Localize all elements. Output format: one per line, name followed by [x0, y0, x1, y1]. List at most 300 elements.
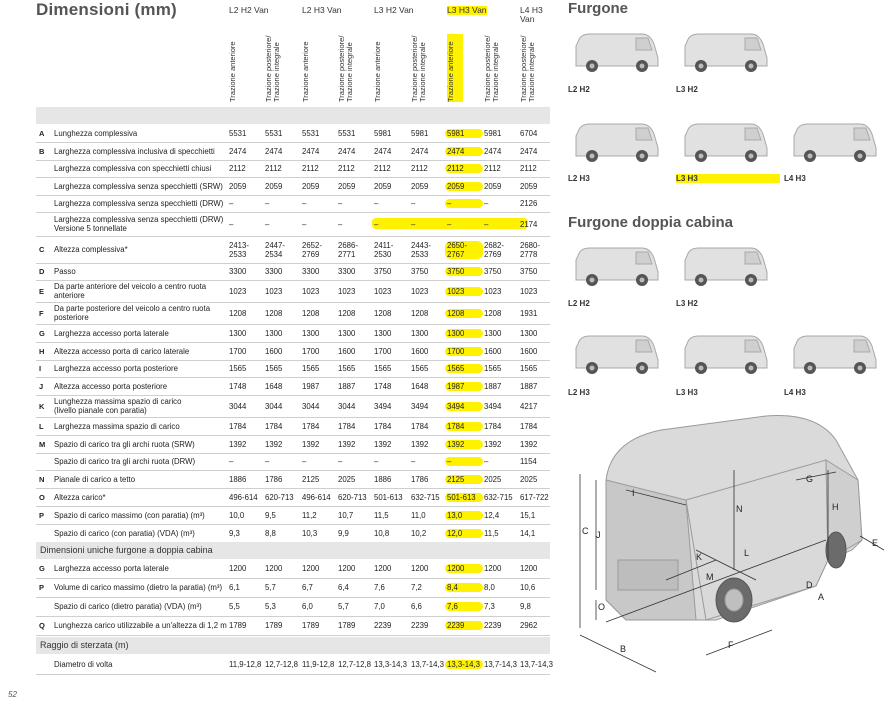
table-cell: 2059 [302, 181, 320, 191]
table-row [36, 578, 550, 598]
table-cell: 1565 [229, 364, 247, 373]
table-cell: 6704 [520, 128, 538, 138]
table-cell: 10,8 [374, 528, 390, 538]
table-cell: 2682- 2769 [484, 240, 504, 259]
table-cell: 1392 [374, 439, 392, 449]
table-cell: 1565 [302, 364, 320, 373]
table-cell: 8,8 [265, 528, 276, 538]
dimension-letter: A [818, 592, 825, 602]
column-group-header: L3 H3 Van [447, 5, 487, 15]
table-cell: 496-614 [229, 492, 258, 502]
table-cell: 3494 [374, 401, 392, 411]
van-thumbnail [572, 242, 662, 288]
table-row [36, 417, 550, 436]
column-group-header: L2 H2 Van [229, 5, 269, 15]
table-cell: 2112 [265, 164, 282, 173]
table-cell: 2059 [484, 181, 502, 191]
page-number: 52 [8, 690, 17, 699]
table-cell: 12,0 [445, 529, 483, 538]
section-header-turning [36, 637, 550, 654]
table-cell: 10,2 [411, 528, 427, 538]
doppia-cabina-title: Furgone doppia cabina [568, 214, 734, 231]
table-cell: 10,7 [338, 510, 354, 520]
dimension-letter: C [582, 526, 589, 536]
van-variant-label: L3 H3 [676, 388, 698, 397]
table-cell: 2239 [374, 621, 392, 630]
row-letter: M [39, 439, 46, 449]
table-cell: – [229, 199, 234, 208]
table-cell: 12,4 [484, 510, 500, 520]
table-cell: 1600 [265, 346, 283, 356]
table-row [36, 160, 550, 178]
table-cell: – [374, 219, 379, 229]
table-cell: 2447- 2534 [265, 240, 285, 259]
table-cell: 1300 [484, 328, 502, 338]
section-title: Dimensioni uniche furgone a doppia cabina [40, 545, 213, 555]
table-cell: 12,7-12,8 [265, 659, 298, 669]
table-row [36, 506, 550, 525]
table-cell: 1200 [445, 564, 483, 573]
van-variant-label: L2 H2 [568, 85, 590, 94]
table-cell: 1565 [445, 364, 483, 373]
table-cell: 1748 [229, 381, 247, 391]
table-cell: 2474 [520, 146, 538, 156]
table-cell: 13,3-14,3 [374, 659, 407, 669]
table-cell: 1748 [374, 381, 392, 391]
van-variant-label: L3 H3 [676, 174, 780, 183]
table-row [36, 377, 550, 396]
table-row [36, 124, 550, 143]
table-cell: 1023 [520, 286, 538, 296]
van-thumbnail [790, 330, 880, 376]
row-label: Larghezza accesso porta posteriore [54, 364, 178, 373]
row-letter: F [39, 308, 44, 318]
table-cell: 3494 [445, 402, 483, 411]
table-cell: 1392 [520, 439, 538, 449]
table-cell: 13,7-14,3 [411, 659, 444, 669]
table-cell: 13,0 [445, 511, 483, 520]
column-subheader: Trazione anteriore [447, 34, 463, 102]
row-label: Da parte posteriore del veicolo a centro ruota posteriore [54, 304, 211, 322]
table-cell: 1300 [229, 328, 247, 338]
table-cell: 1200 [229, 564, 247, 573]
table-cell: 1300 [265, 328, 283, 338]
table-cell: 1023 [265, 286, 283, 296]
table-cell: – [229, 219, 234, 229]
dimension-letter: O [598, 602, 606, 612]
van-variant-label: L3 H2 [676, 299, 698, 308]
table-cell: – [338, 219, 343, 229]
table-cell: 2059 [265, 181, 283, 191]
row-letter: J [39, 381, 44, 391]
table-cell: 1987 [445, 382, 483, 391]
table-cell: 2474 [338, 146, 356, 156]
table-row [36, 488, 550, 507]
table-cell: 5,7 [265, 583, 276, 592]
table-cell: – [338, 457, 343, 466]
table-cell: – [265, 457, 270, 466]
section-header-double-cab [36, 542, 550, 559]
table-cell: 1392 [338, 439, 356, 449]
table-cell: 1392 [302, 439, 320, 449]
table-cell: 1700 [302, 346, 320, 356]
table-cell: 2443- 2533 [411, 240, 431, 259]
table-cell: 1887 [520, 381, 538, 391]
table-row [36, 195, 550, 213]
table-cell: 1208 [445, 309, 483, 318]
table-row [36, 524, 550, 543]
table-cell: 7,2 [411, 583, 422, 592]
table-cell: 11,5 [374, 510, 389, 520]
table-cell: 1023 [374, 286, 392, 296]
table-row [36, 177, 550, 196]
row-label: Larghezza complessiva con specchietti chiusi [54, 164, 212, 173]
table-cell: 3750 [411, 267, 429, 276]
table-cell: 2112 [445, 164, 483, 173]
table-cell: 2413- 2533 [229, 240, 249, 259]
row-label: Spazio di carico massimo (con paratia) (m³) [54, 510, 205, 520]
van-thumbnail [681, 242, 771, 288]
table-cell: 1392 [229, 439, 247, 449]
row-label: Spazio di carico (con paratia) (VDA) (m³) [54, 528, 195, 538]
table-cell: 1208 [374, 308, 392, 318]
table-row [36, 360, 550, 378]
table-cell: 1887 [338, 381, 356, 391]
table-row [36, 395, 550, 418]
table-cell: 2059 [229, 181, 247, 191]
table-cell: – [302, 457, 307, 466]
table-cell: 2112 [374, 164, 391, 173]
table-cell: 1023 [229, 286, 247, 296]
table-cell: 3750 [484, 267, 502, 276]
row-letter: Q [39, 621, 45, 630]
row-label: Spazio di carico tra gli archi ruota (SRW) [54, 439, 195, 449]
table-cell: 3494 [484, 401, 502, 411]
table-cell: – [445, 220, 483, 229]
van-variant-label: L2 H3 [568, 174, 590, 183]
table-cell: 1300 [338, 328, 356, 338]
table-cell: – [411, 457, 416, 466]
table-cell: 2025 [484, 474, 502, 484]
row-letter: C [39, 245, 45, 254]
table-row [36, 142, 550, 161]
van-thumbnail [681, 330, 771, 376]
table-cell: 1200 [411, 564, 429, 573]
table-cell: 2112 [302, 164, 319, 173]
column-subheader: Trazione posteriore/ Trazione integrale [337, 35, 354, 102]
table-cell: 6,1 [229, 583, 240, 592]
table-cell: 1786 [265, 474, 283, 484]
table-row [36, 280, 550, 303]
row-label: Larghezza complessiva inclusiva di specchietti [54, 146, 215, 156]
table-row [36, 324, 550, 343]
table-cell: 2474 [265, 146, 283, 156]
column-subheader: Trazione posteriore/ Trazione integrale [519, 35, 536, 102]
table-cell: 1208 [265, 308, 283, 318]
table-cell: 1200 [265, 564, 283, 573]
table-cell: 3494 [411, 401, 429, 411]
table-cell: 2059 [338, 181, 356, 191]
table-cell: 9,5 [265, 510, 276, 520]
table-row [36, 470, 550, 489]
column-subheader: Trazione posteriore/ Trazione integrale [483, 35, 500, 102]
table-cell: 1565 [374, 364, 392, 373]
table-cell: 1886 [374, 474, 392, 484]
table-cell: 3300 [302, 267, 320, 276]
table-cell: 1987 [302, 381, 320, 391]
table-cell: 1700 [374, 346, 392, 356]
table-cell: 2239 [411, 621, 429, 630]
table-cell: 3750 [374, 267, 392, 276]
table-cell: – [484, 457, 489, 466]
row-label: Altezza accesso porta posteriore [54, 381, 168, 391]
van-variant-label: L4 H3 [784, 174, 806, 183]
van-variant-label: L3 H2 [676, 85, 698, 94]
dimension-letter: B [620, 644, 627, 654]
table-cell: 2474 [229, 146, 247, 156]
row-letter: P [39, 510, 45, 520]
table-cell: 15,1 [520, 510, 536, 520]
row-label: Lunghezza carico utilizzabile a un'altezza di 1,2 m [54, 621, 227, 630]
table-cell: 1300 [374, 328, 392, 338]
table-cell: 1565 [338, 364, 356, 373]
table-cell: 1784 [229, 421, 247, 431]
row-label: Spazio di carico tra gli archi ruota (DRW) [54, 457, 196, 466]
row-letter: O [39, 492, 45, 502]
table-cell: 7,6 [374, 583, 385, 592]
table-cell: – [374, 457, 379, 466]
table-cell: 2474 [302, 146, 320, 156]
table-cell: 10,0 [229, 510, 245, 520]
table-cell: 1392 [411, 439, 429, 449]
table-row [36, 435, 550, 454]
table-cell: 11,0 [411, 510, 426, 520]
column-group-header: L2 H3 Van [302, 5, 342, 15]
table-cell: 2680- 2778 [520, 240, 540, 259]
row-letter: G [39, 328, 45, 338]
table-cell: 1200 [338, 564, 356, 573]
table-cell: 2059 [445, 182, 483, 191]
table-cell: 6,4 [338, 583, 349, 592]
table-cell: 2126 [520, 199, 538, 208]
table-row [36, 212, 550, 237]
table-cell: 496-614 [302, 492, 331, 502]
table-cell: 3300 [338, 267, 356, 276]
table-cell: 2112 [411, 164, 428, 173]
row-letter: B [39, 146, 45, 156]
table-cell: 1789 [265, 621, 283, 630]
table-cell: 11,5 [484, 528, 499, 538]
table-cell: 2174 [520, 219, 538, 229]
table-cell: 5531 [229, 128, 247, 138]
table-cell: 1648 [411, 381, 429, 391]
column-subheader: Trazione anteriore [373, 41, 382, 102]
table-cell: 1887 [484, 381, 502, 391]
row-label: Spazio di carico (dietro paratia) (VDA) (m³) [54, 602, 202, 611]
table-cell: 1700 [229, 346, 247, 356]
table-cell: 2474 [445, 147, 483, 156]
dimension-letter: H [832, 502, 839, 512]
table-cell: – [411, 199, 416, 208]
row-label: Lunghezza massima spazio di carico (livello pianale con paratia) [54, 397, 182, 415]
table-cell: – [445, 457, 483, 466]
table-cell: 1600 [411, 346, 429, 356]
column-subheader: Trazione anteriore [301, 41, 310, 102]
table-cell: 2474 [411, 146, 429, 156]
table-cell: 9,8 [520, 602, 531, 611]
table-cell: 1565 [484, 364, 502, 373]
table-cell: 1200 [484, 564, 502, 573]
van-variant-label: L2 H3 [568, 388, 590, 397]
table-cell: 1784 [338, 421, 356, 431]
table-cell: 1784 [520, 421, 538, 431]
table-cell: – [445, 199, 483, 208]
row-label: Passo [54, 267, 76, 276]
dimension-letter: N [736, 504, 743, 514]
table-cell: 1023 [338, 286, 356, 296]
table-cell: 2059 [374, 181, 392, 191]
table-cell: 1023 [484, 286, 502, 296]
table-cell: 1208 [411, 308, 429, 318]
table-cell: 1023 [411, 286, 429, 296]
row-label: Larghezza accesso porta laterale [54, 328, 169, 338]
table-cell: 1789 [338, 621, 356, 630]
table-cell: 8,0 [484, 583, 495, 592]
table-cell: 11,9-12,8 [302, 659, 335, 669]
table-cell: 1784 [445, 422, 483, 431]
table-cell: 1784 [484, 421, 502, 431]
row-label: Larghezza complessiva senza specchietti (DRW) [54, 199, 224, 208]
page-title: Dimensioni (mm) [36, 0, 177, 19]
table-cell: 7,3 [484, 602, 495, 611]
row-label: Pianale di carico a tetto [54, 474, 136, 484]
table-cell: 1786 [411, 474, 429, 484]
table-cell: 5531 [338, 128, 356, 138]
table-cell: 10,6 [520, 583, 536, 592]
table-cell: 11,9-12,8 [229, 659, 262, 669]
row-letter: K [39, 401, 45, 411]
table-cell: 1300 [411, 328, 429, 338]
table-cell: 2652- 2769 [302, 240, 322, 259]
table-cell: 5981 [484, 128, 502, 138]
table-cell: 1784 [374, 421, 392, 431]
row-letter: L [39, 421, 44, 431]
row-label: Larghezza complessiva senza specchietti (SRW) [54, 181, 223, 191]
table-row [36, 616, 550, 636]
van-thumbnail [681, 28, 771, 74]
table-cell: 2474 [484, 146, 502, 156]
table-cell: 2474 [374, 146, 392, 156]
van-thumbnail [790, 118, 880, 164]
van-thumbnail [572, 28, 662, 74]
table-cell: 2059 [411, 181, 429, 191]
table-cell: 1565 [265, 364, 283, 373]
table-cell: – [411, 219, 416, 229]
dimension-letter: E [872, 538, 879, 548]
row-label: Volume di carico massimo (dietro la paratia) (m³) [54, 583, 223, 592]
table-cell: 2411- 2530 [374, 240, 394, 259]
table-cell: 5531 [265, 128, 283, 138]
table-cell: 3750 [445, 267, 483, 276]
table-row [36, 597, 550, 617]
table-row [36, 453, 550, 471]
table-cell: 3044 [265, 401, 283, 411]
table-cell: 1648 [265, 381, 283, 391]
table-cell: – [265, 219, 270, 229]
row-letter: G [39, 564, 45, 573]
row-letter: P [39, 583, 45, 592]
dimension-letter: M [706, 572, 714, 582]
furgone-title: Furgone [568, 0, 628, 17]
table-cell: 11,2 [302, 510, 317, 520]
table-cell: 2025 [520, 474, 538, 484]
table-cell: 6,7 [302, 583, 313, 592]
dimension-letter: J [596, 530, 601, 540]
table-cell: 2125 [302, 474, 320, 484]
table-cell: 1200 [520, 564, 538, 573]
table-cell: 2239 [484, 621, 502, 630]
table-cell: 1208 [229, 308, 247, 318]
dimension-letter: F [728, 640, 734, 650]
table-cell: 4217 [520, 401, 538, 411]
table-cell: 1600 [520, 346, 538, 356]
table-cell: 5981 [445, 129, 483, 138]
table-cell: 2239 [445, 621, 483, 630]
table-cell: 9,3 [229, 528, 240, 538]
table-cell: 632-715 [411, 492, 440, 502]
table-cell: 7,6 [445, 602, 483, 611]
row-label: Larghezza complessiva senza specchietti (DRW) Versione 5 tonnellate [54, 215, 224, 233]
row-letter: I [39, 364, 42, 373]
table-cell: 5,3 [265, 602, 276, 611]
table-cell: 1789 [229, 621, 247, 630]
table-cell: 13,3-14,3 [445, 660, 483, 669]
table-cell: 5981 [411, 128, 429, 138]
table-cell: 1200 [374, 564, 392, 573]
table-cell: 9,9 [338, 528, 349, 538]
table-cell: 1208 [484, 308, 502, 318]
van-variant-label: L4 H3 [784, 388, 806, 397]
row-label: Altezza carico* [54, 492, 106, 502]
row-letter: H [39, 346, 45, 356]
table-cell: 5531 [302, 128, 320, 138]
table-row [36, 654, 553, 675]
table-cell: 1784 [302, 421, 320, 431]
van-thumbnail [572, 118, 662, 164]
table-cell: – [338, 199, 343, 208]
dimension-letter: K [696, 552, 703, 562]
table-cell: 617-722 [520, 492, 549, 502]
table-cell: 1300 [302, 328, 320, 338]
table-cell: – [484, 219, 489, 229]
row-label: Lunghezza complessiva [54, 128, 138, 138]
table-cell: – [265, 199, 270, 208]
table-cell: 1784 [411, 421, 429, 431]
row-label: Altezza complessiva* [54, 245, 128, 254]
dimension-letter: L [744, 548, 750, 558]
table-cell: 1300 [520, 328, 538, 338]
table-row [36, 559, 550, 579]
table-cell: 3044 [338, 401, 356, 411]
table-row [36, 236, 550, 264]
table-cell: 10,3 [302, 528, 318, 538]
table-cell: 13,7-14,3 [520, 659, 553, 669]
table-cell: – [302, 219, 307, 229]
dimension-letter: G [806, 474, 814, 484]
table-cell: 1565 [411, 364, 429, 373]
row-letter: D [39, 267, 45, 276]
van-thumbnail [681, 118, 771, 164]
